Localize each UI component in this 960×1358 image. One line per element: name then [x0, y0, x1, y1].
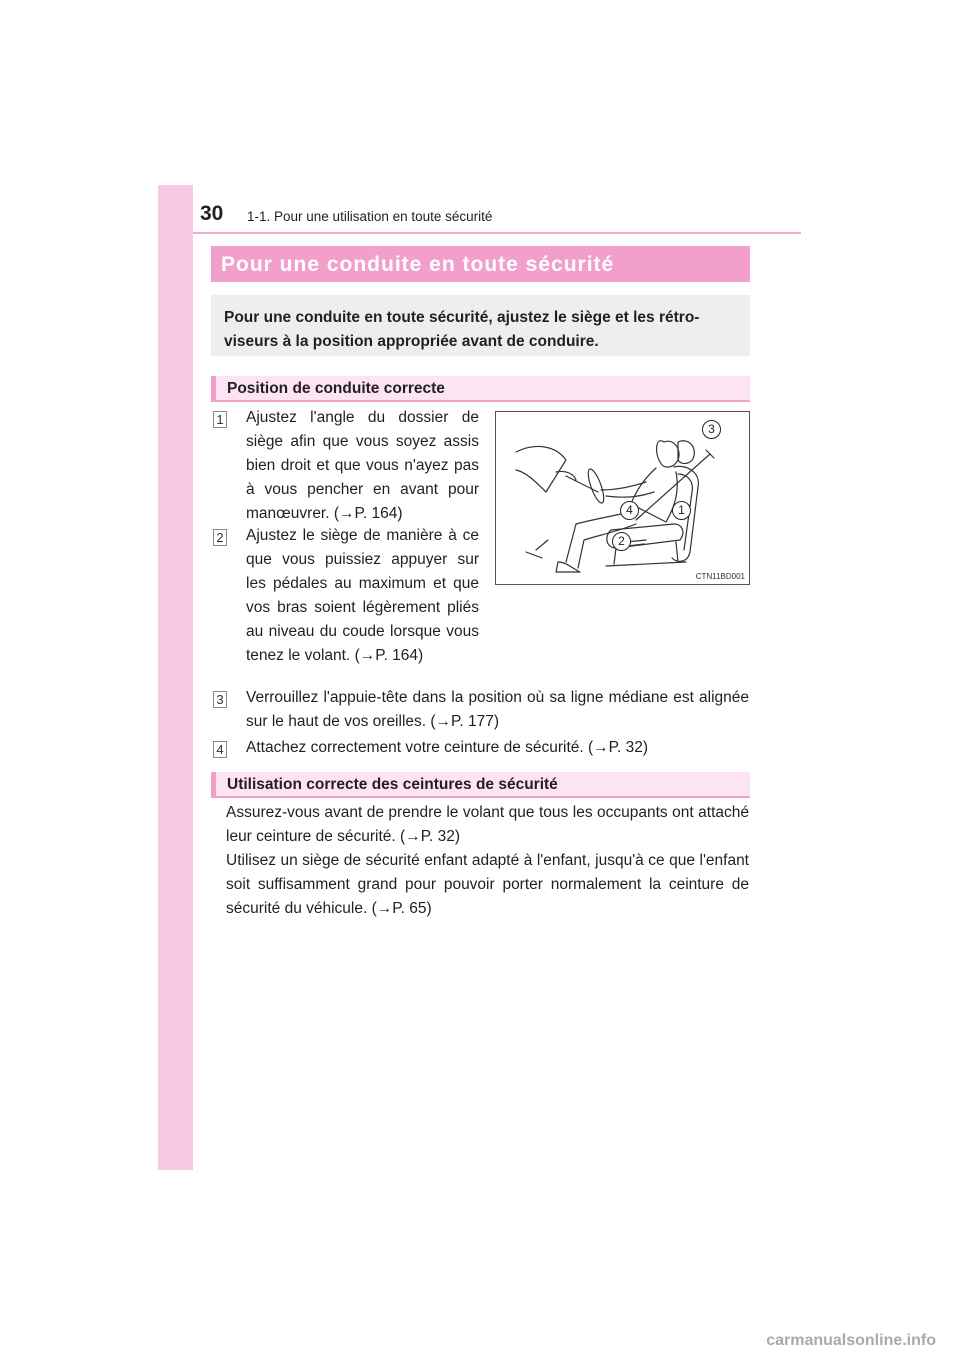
- item-text-4: Attachez correctement votre ceinture de sécurité. (→P. 32): [246, 739, 649, 756]
- subsection-heading-seatbelts: Utilisation correcte des ceintures de sécurité: [211, 772, 750, 798]
- page-number: 30: [200, 202, 224, 225]
- item-text-2: Ajustez le siège de manière à ce que vous puissiez appuyer sur les pédales au maximum et que vos bras soient légèrement pliés au niveau du coude lorsque vous tenez le volant. (→P. 164): [246, 527, 479, 664]
- item-number-3: 3: [213, 691, 227, 708]
- watermark[interactable]: carmanualsonline.info: [766, 1332, 936, 1349]
- callout-2: 2: [612, 532, 631, 551]
- driving-position-illustration: [495, 411, 750, 585]
- callout-3: 3: [702, 420, 721, 439]
- item-number-2: 2: [213, 529, 227, 546]
- paragraph-child-seat: Utilisez un siège de sécurité enfant adapté à l'enfant, jusqu'à ce que l'enfant soit suffisamment grand pour pouvoir porter normalement la ceinture de sécurité du véhicule. (→P. 65): [226, 852, 749, 917]
- item-number-1: 1: [213, 411, 227, 428]
- callout-4: 4: [620, 501, 639, 520]
- section-title: Pour une conduite en toute sécurité: [211, 246, 750, 282]
- item-number-4: 4: [213, 741, 227, 758]
- figure-code: CTN11BD001: [695, 572, 745, 581]
- header-rule: [193, 232, 801, 234]
- paragraph-occupants-belted: Assurez-vous avant de prendre le volant que tous les occupants ont attaché leur ceinture de sécurité. (→P. 32): [226, 804, 749, 845]
- intro-box: Pour une conduite en toute sécurité, ajustez le siège et les rétro-viseurs à la position appropriée avant de conduire.: [211, 295, 750, 356]
- callout-1: 1: [672, 501, 691, 520]
- chapter-title: 1-1. Pour une utilisation en toute sécurité: [247, 209, 493, 224]
- item-text-3: Verrouillez l'appuie-tête dans la position où sa ligne médiane est alignée sur le haut de vos oreilles. (→P. 177): [246, 689, 749, 730]
- subsection-heading-position: Position de conduite correcte: [211, 376, 750, 402]
- side-color-strip: [158, 185, 193, 1170]
- item-text-1: Ajustez l'angle du dossier de siège afin que vous soyez assis bien droit et que vous n'ayez pas à vous pencher en avant pour manœuvrer. (→P. 164): [246, 409, 479, 522]
